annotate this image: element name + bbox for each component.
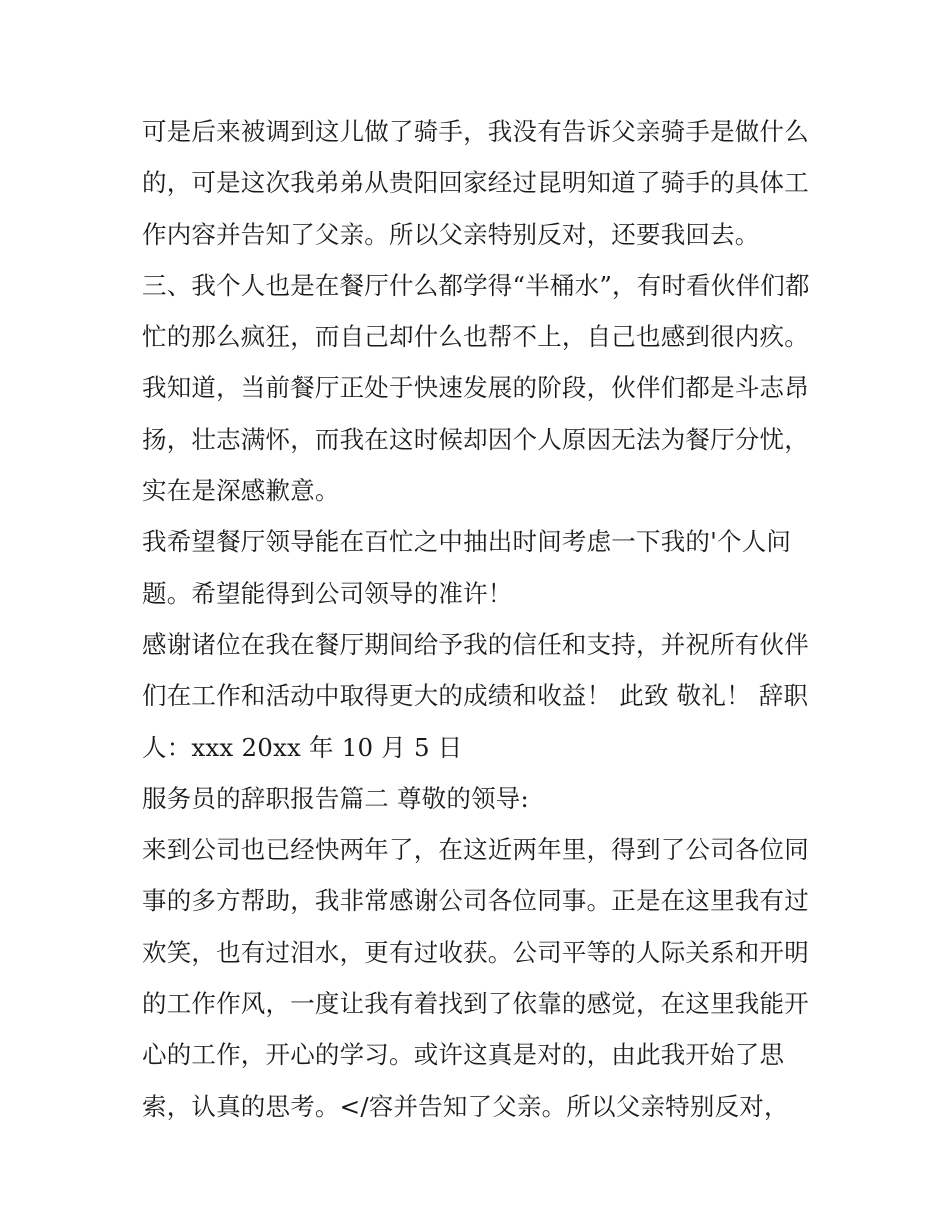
text-line: 的，可是这次我弟弟从贵阳回家经过昆明知道了骑手的具体工 [142, 168, 809, 198]
text-line: 忙的那么疯狂，而自己却什么也帮不上，自己也感到很内疚。 [142, 322, 809, 352]
text-line: 事的多方帮助，我非常感谢公司各位同事。正是在这里我有过 [142, 886, 809, 916]
document-body [142, 106, 814, 1132]
text-line: 实在是深感歉意。 [142, 476, 340, 506]
text-line: 人：xxx 20xx 年 10 月 5 日 [142, 732, 463, 762]
text-line: 我希望餐厅领导能在百忙之中抽出时间考虑一下我的'个人问 [142, 527, 792, 557]
text-line: 题。希望能得到公司领导的准许！ [142, 578, 513, 608]
text-line: 可是后来被调到这儿做了骑手，我没有告诉父亲骑手是做什么 [142, 117, 809, 146]
text-line: 感谢诸位在我在餐厅期间给予我的信任和支持，并祝所有伙伴 [142, 629, 809, 659]
text-line: 的工作作风，一度让我有着找到了依靠的感觉，在这里我能开 [142, 989, 809, 1019]
text-line: 索，认真的思考。</容并告知了父亲。所以父亲特别反对， [142, 1091, 789, 1121]
text-line: 服务员的辞职报告篇二 尊敬的领导: [142, 783, 529, 813]
text-line: 欢笑，也有过泪水，更有过收获。公司平等的人际关系和开明 [142, 937, 809, 967]
text-line: 来到公司也已经快两年了，在这近两年里，得到了公司各位同 [142, 835, 809, 865]
text-line: 我知道，当前餐厅正处于快速发展的阶段，伙伴们都是斗志昂 [142, 373, 809, 403]
text-line: 三、我个人也是在餐厅什么都学得“半桶水”，有时看伙伴们都 [142, 270, 810, 300]
text-line: 心的工作，开心的学习。或许这真是对的，由此我开始了思 [142, 1040, 785, 1070]
text-line: 作内容并告知了父亲。所以父亲特别反对，还要我回去。 [142, 219, 760, 249]
text-line: 扬，壮志满怀，而我在这时候却因个人原因无法为餐厅分忧， [142, 424, 809, 454]
text-line: 们在工作和活动中取得更大的成绩和收益！ 此致 敬礼！ 辞职 [142, 681, 809, 711]
